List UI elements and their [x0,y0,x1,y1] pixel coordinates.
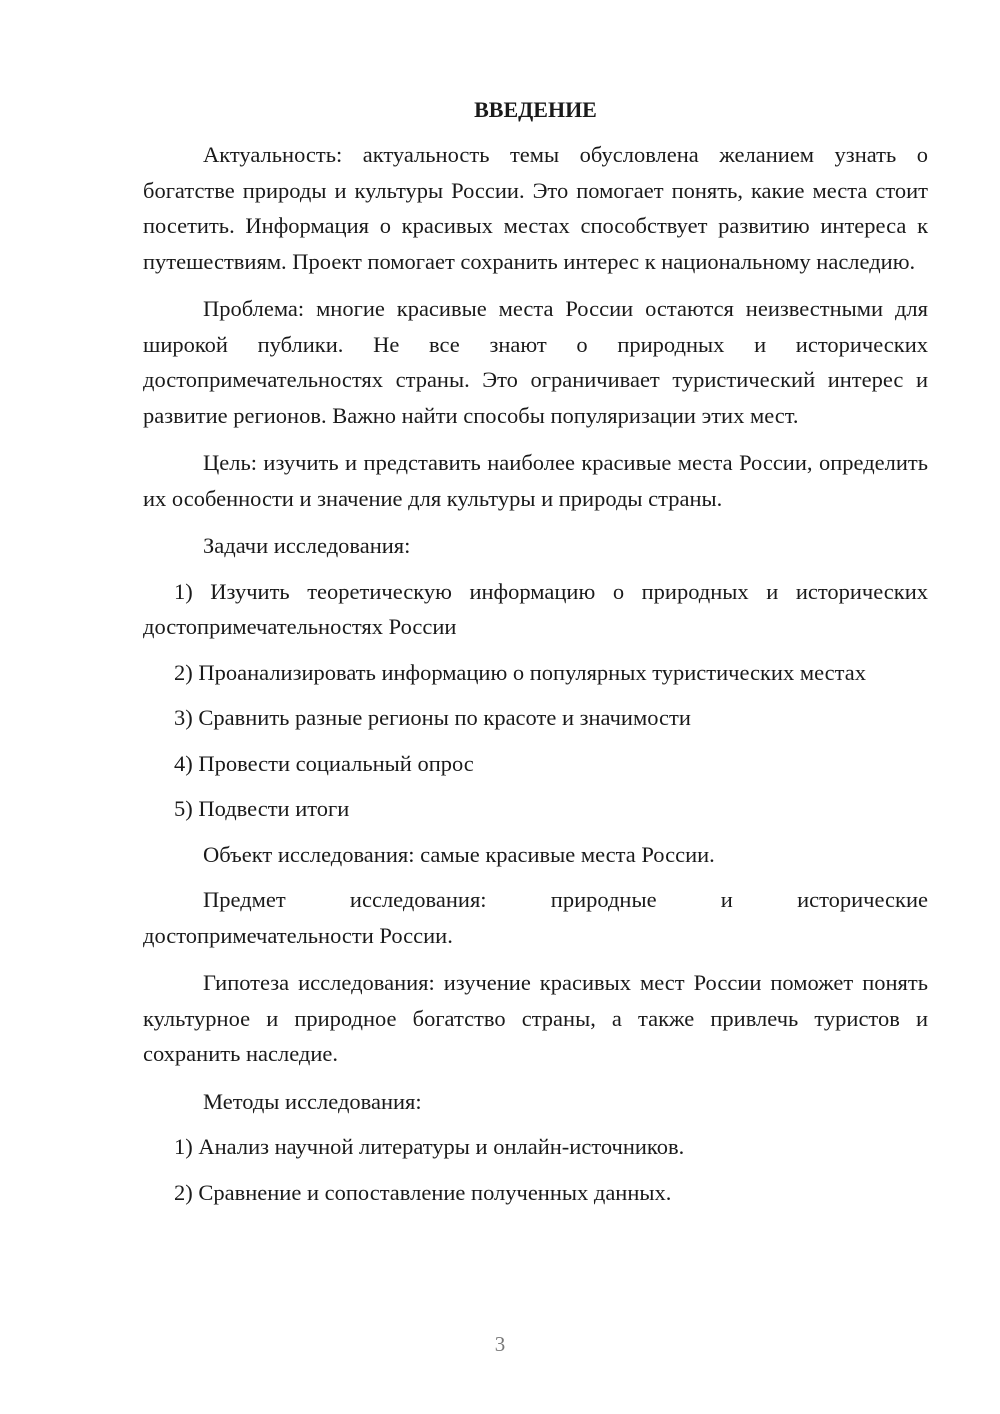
section-title: ВВЕДЕНИЕ [474,97,597,122]
page-number: 3 [494,1332,506,1356]
paragraph-goal: Цель: изучить и представить наиболее красивые места России, определить их особенности и значение для культуры и природы страны. [143,450,928,511]
list-item-method-2: 2) Сравнение и сопоставление полученных данных. [174,1179,672,1205]
paragraph-hypothesis: Гипотеза исследования: изучение красивых мест России поможет понять культурное и природное богатство страны, а также привлечь туристов и сохранить наследие. [143,970,928,1066]
list-item-task-4: 4) Провести социальный опрос [174,750,474,776]
paragraph-subject: Предмет исследования: природные и исторические достопримечательности России. [143,887,928,948]
list-item-task-5: 5) Подвести итоги [174,796,350,821]
list-item-task-2: 2) Проанализировать информацию о популярных туристических местах [174,659,866,685]
list-item-task-1: 1) Изучить теоретическую информацию о природных и исторических достопримечательностях России [143,578,928,639]
paragraph-relevance: Актуальность: актуальность темы обусловлена желанием узнать о богатстве природы и культуры России. Это помогает понять, какие места стоит посетить. Информация о красивых местах способствует развитию интереса к путешествиям. Проект помогает сохранить интерес к национальному наследию. [143,142,928,274]
paragraph-problem: Проблема: многие красивые места России остаются неизвестными для широкой публики. Не все знают о природных и исторических достопримечательностях страны. Это ограничивает туристический интерес и развитие регионов. Важно найти способы популяризации этих мест. [143,296,928,428]
document-page [143,92,928,1210]
list-item-task-3: 3) Сравнить разные регионы по красоте и значимости [174,705,691,730]
paragraph-tasks-heading: Задачи исследования: [203,533,411,558]
list-item-method-1: 1) Анализ научной литературы и онлайн-источников. [174,1134,685,1159]
paragraph-object: Объект исследования: самые красивые места России. [203,841,715,867]
paragraph-methods-heading: Методы исследования: [203,1088,422,1114]
